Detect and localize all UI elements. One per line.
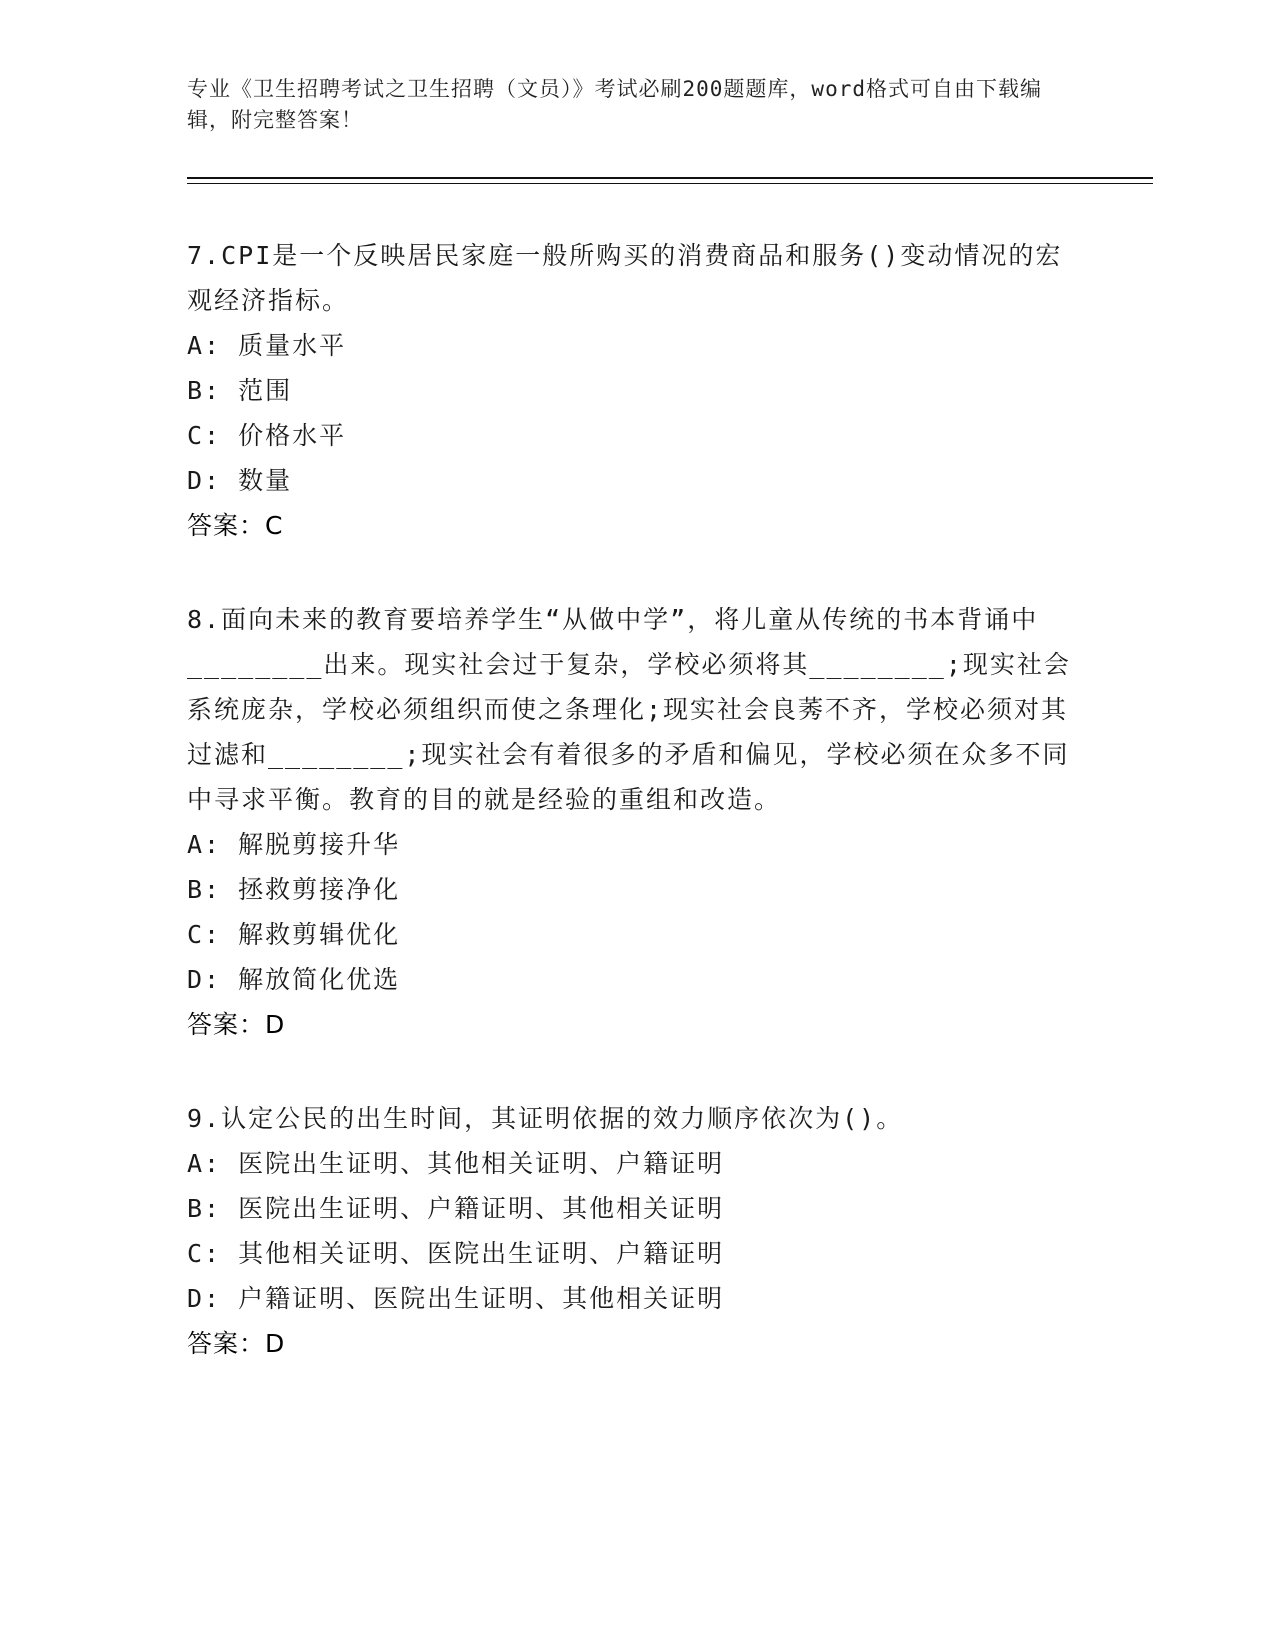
option-d: D: 数量 bbox=[187, 466, 293, 495]
option-b: B: 拯救剪接净化 bbox=[187, 875, 401, 904]
question-text: 9.认定公民的出生时间，其证明依据的效力顺序依次为()。 bbox=[187, 1104, 904, 1133]
option-a: A: 医院出生证明、其他相关证明、户籍证明 bbox=[187, 1149, 725, 1178]
option-c: C: 其他相关证明、医院出生证明、户籍证明 bbox=[187, 1239, 725, 1268]
answer-label: 答案：D bbox=[187, 1329, 286, 1358]
header-divider-thick bbox=[187, 177, 1153, 179]
answer-label: 答案：C bbox=[187, 511, 284, 540]
option-a: A: 解脱剪接升华 bbox=[187, 830, 401, 859]
option-c: C: 解救剪辑优化 bbox=[187, 920, 401, 949]
option-c: C: 价格水平 bbox=[187, 421, 347, 450]
question-block bbox=[187, 1096, 1087, 1366]
option-b: B: 医院出生证明、户籍证明、其他相关证明 bbox=[187, 1194, 725, 1223]
document-header: 专业《卫生招聘考试之卫生招聘（文员）》考试必刷200题题库，word格式可自由下载编辑，附完整答案！ bbox=[187, 77, 1042, 132]
option-d: D: 户籍证明、医院出生证明、其他相关证明 bbox=[187, 1284, 725, 1313]
question-block bbox=[187, 233, 1087, 548]
option-d: D: 解放简化优选 bbox=[187, 965, 401, 994]
option-a: A: 质量水平 bbox=[187, 331, 347, 360]
question-block bbox=[187, 597, 1087, 1047]
header-divider-thin bbox=[187, 183, 1153, 184]
question-text: 8.面向未来的教育要培养学生“从做中学”，将儿童从传统的书本背诵中________出来。现实社会过于复杂，学校必须将其________;现实社会系统庞杂，学校必须组织而使之条理化;现实社会良莠不齐，学校必须对其过滤和________;现实社会有着很多的矛盾和偏见，学校必须在众多不同中寻求平衡。教育的目的就是经验的重组和改造。 bbox=[187, 605, 1071, 814]
option-b: B: 范围 bbox=[187, 376, 293, 405]
question-text: 7.CPI是一个反映居民家庭一般所购买的消费商品和服务()变动情况的宏观经济指标。 bbox=[187, 241, 1063, 315]
answer-label: 答案：D bbox=[187, 1010, 286, 1039]
